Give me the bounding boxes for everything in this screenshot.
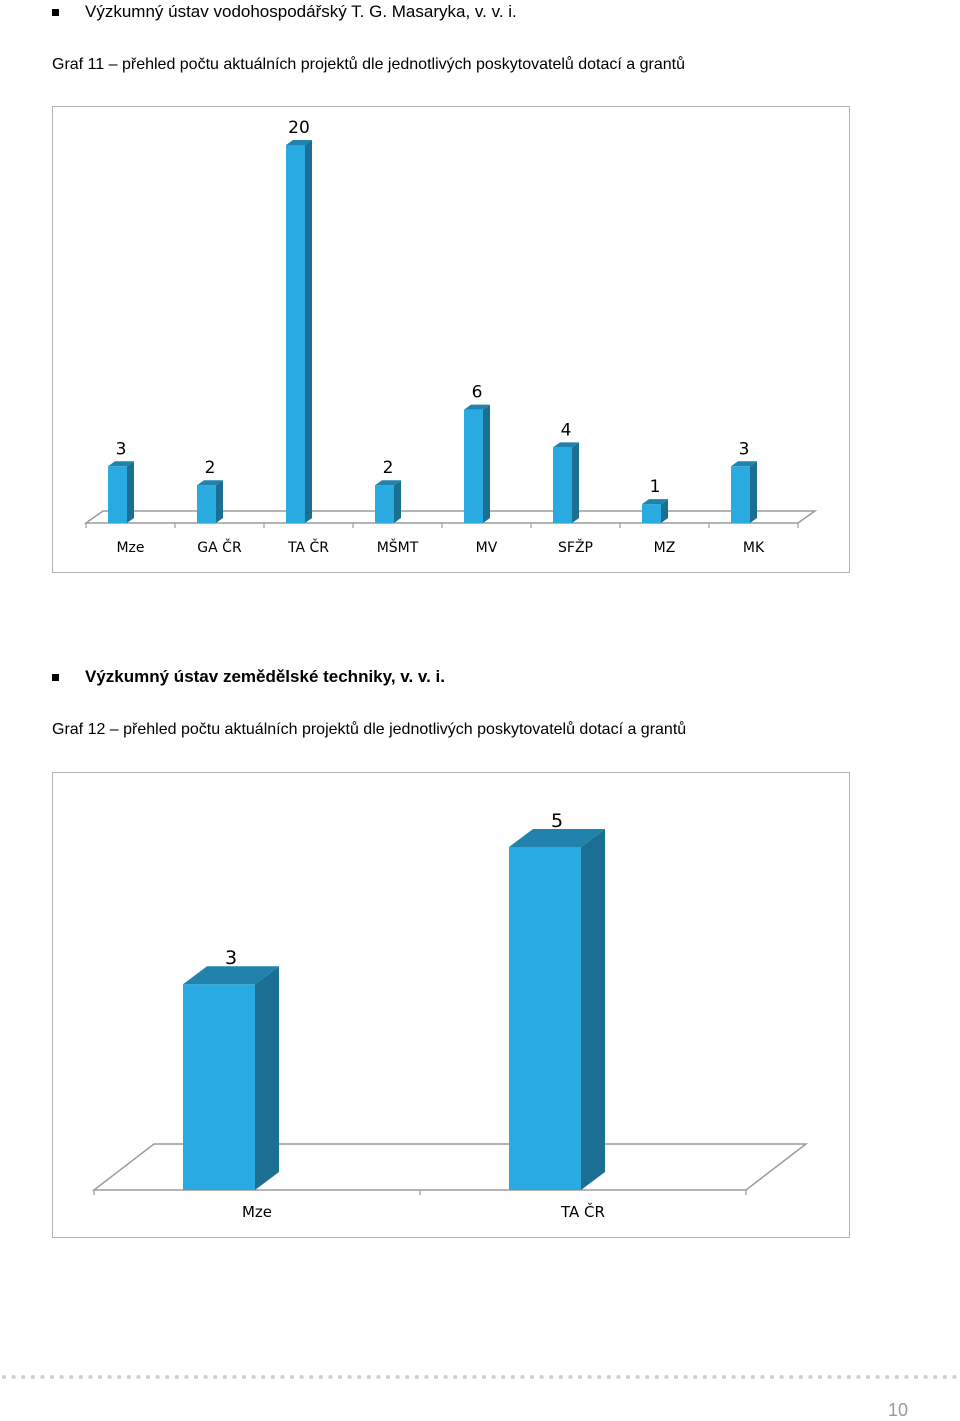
chart1-bar-front (197, 485, 216, 523)
chart1-category-label: MZ (653, 540, 676, 556)
chart1-data-label: 2 (204, 458, 216, 479)
chart2-bar-front (509, 847, 581, 1190)
section1-caption: Graf 11 – přehled počtu aktuálních projektů dle jednotlivých poskytovatelů dotací a grantů (52, 56, 685, 73)
chart1-bar-front (642, 504, 661, 523)
chart1-bar-side (750, 461, 757, 523)
chart2-data-label: 5 (550, 810, 564, 832)
chart1-data-label: 3 (738, 439, 750, 460)
chart1-bar-side (127, 461, 134, 523)
chart1-bar-side (305, 140, 312, 523)
chart2-bar-side (255, 966, 279, 1190)
chart1-category-label: TA ČR (288, 540, 329, 556)
chart2-bar-side (581, 829, 605, 1190)
chart1-bar-front (375, 485, 394, 523)
chart1-category-label: MV (475, 540, 498, 556)
chart2-data-label: 3 (224, 947, 238, 970)
chart2-frame (52, 772, 850, 1238)
chart1-bar-side (572, 442, 579, 523)
chart1-floor (86, 511, 815, 523)
footer-dotted-line (0, 1372, 960, 1382)
chart1-bar-front (464, 410, 483, 523)
chart1-data-label: 2 (382, 458, 394, 479)
chart1-bar-side (216, 480, 223, 523)
section2-heading: Výzkumný ústav zemědělské techniky, v. v. i. (85, 667, 445, 686)
chart1-bar-front (553, 447, 572, 523)
chart2-category-label: TA ČR (561, 1203, 605, 1221)
section1-heading: Výzkumný ústav vodohospodářský T. G. Masaryka, v. v. i. (85, 2, 517, 21)
chart2-category-label: Mze (241, 1203, 273, 1221)
chart1-bar-side (394, 480, 401, 523)
chart1-bar-front (731, 466, 750, 523)
chart1-bar-side (483, 405, 490, 523)
section2-caption: Graf 12 – přehled počtu aktuálních projektů dle jednotlivých poskytovatelů dotací a grantů (52, 721, 687, 738)
chart1-frame (52, 106, 850, 573)
section2-heading-line (52, 667, 445, 687)
chart1-data-label: 20 (288, 118, 310, 138)
chart1-bar-front (286, 145, 305, 523)
chart1-svg (53, 107, 848, 571)
chart1-category-label: MŠMT (376, 540, 419, 556)
chart1-data-label: 6 (471, 382, 483, 403)
chart1-category-label: SFŽP (558, 540, 593, 556)
chart1-category-label: MK (742, 540, 765, 556)
chart1-bar-front (108, 466, 127, 523)
chart2-svg (53, 773, 848, 1236)
section1-heading-line (52, 2, 517, 22)
chart1-category-label: GA ČR (197, 540, 242, 556)
page-number: 10 (887, 1400, 908, 1420)
chart1-data-label: 4 (560, 420, 572, 441)
bullet-icon (52, 9, 59, 16)
chart1-data-label: 1 (649, 477, 661, 498)
chart1-category-label: Mze (116, 540, 145, 556)
chart1-data-label: 3 (115, 439, 127, 460)
bullet-icon (52, 674, 59, 681)
chart2-bar-front (183, 984, 255, 1190)
